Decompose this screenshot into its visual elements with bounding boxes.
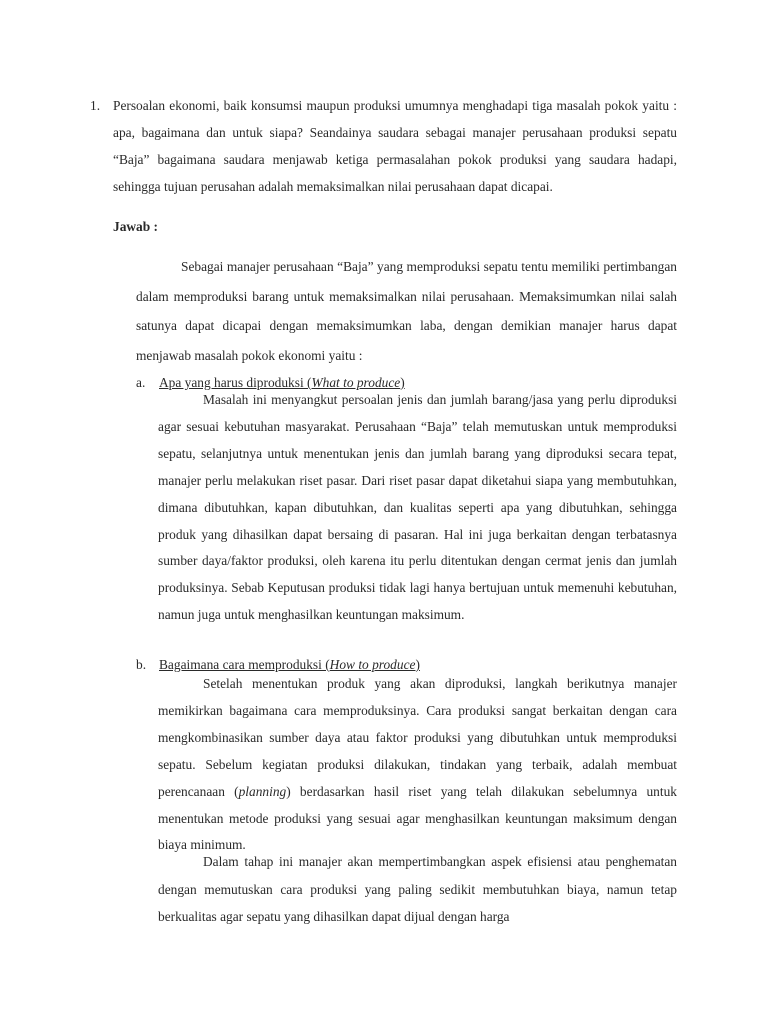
- section-a-paragraph: Masalah ini menyangkut persoalan jenis dan jumlah barang/jasa yang perlu diproduksi agar sesuai kebutuhan masyarakat. Perusahaan “Baja” telah memutuskan untuk memproduksi sepatu, selanjutnya untuk menentukan jenis dan jumlah barang yang diproduksi secara tepat, manajer perlu melakukan riset pasar. Dari riset pasar dapat diketahui siapa yang membutuhkan, dimana dibutuhkan, kapan dibutuhkan, dan kualitas seperti apa yang dibutuhkan, sehingga produk yang dihasilkan dapat bersaing di pasaran. Hal ini juga berkaitan dengan terbatasnya sumber daya/faktor produksi, oleh karena itu perlu ditentukan dengan cermat jenis dan jumlah produksinya. Sebab Keputusan produksi tidak lagi hanya bertujuan untuk memenuhi kebutuhan, namun juga untuk menghasilkan keuntungan maksimum.: [158, 392, 677, 623]
- section-b-paragraph-1-text-end: ) berdasarkan hasil riset yang telah dilakukan sebelumnya untuk menentukan metode produksi yang sesuai agar menghasilkan keuntungan maksimum dengan biaya minimum.: [158, 783, 677, 853]
- section-a-title-close: ): [400, 375, 405, 390]
- section-a-title-italic: What to produce: [311, 375, 401, 390]
- question-text: Persoalan ekonomi, baik konsumsi maupun produksi umumnya menghadapi tiga masalah pokok yaitu : apa, bagaimana dan untuk siapa? Seandainya saudara sebagai manajer perusahaan produksi sepatu “Baja” bagaimana saudara menjawab ketiga permasalahan pokok produksi yang saudara hadapi, sehingga tujuan perusahan adalah memaksimalkan nilai perusahaan dapat dicapai.: [113, 98, 677, 194]
- section-b-title-italic: How to produce: [329, 657, 416, 672]
- section-b-paragraph-1: [158, 671, 677, 859]
- section-b-paragraph-1-italic: planning: [238, 783, 287, 799]
- section-b-paragraph-1-text: Setelah menentukan produk yang akan diproduksi, langkah berikutnya manajer memikirkan bagaimana cara memproduksinya. Cara produksi sangat berkaitan dengan cara mengkombinasikan sumber daya atau faktor produksi yang dibutuhkan untuk memproduksi sepatu. Sebelum kegiatan produksi dilakukan, tindakan yang terbaik, adalah membuat perencanaan (: [158, 676, 677, 799]
- answer-label: Jawab :: [113, 219, 159, 234]
- section-a-title-text: Apa yang harus diproduksi (: [159, 375, 312, 390]
- section-b-letter: b.: [136, 657, 147, 672]
- section-b-paragraph-2: Dalam tahap ini manajer akan mempertimbangkan aspek efisiensi atau penghematan dengan memutuskan cara produksi yang paling sedikit membutuhkan biaya, namun tetap berkualitas agar sepatu yang dihasilkan dapat dijual dengan harga: [158, 854, 677, 924]
- question-number: 1.: [90, 98, 101, 113]
- section-b-title-close: ): [415, 657, 420, 672]
- answer-intro: Sebagai manajer perusahaan “Baja” yang memproduksi sepatu tentu memiliki pertimbangan dalam memproduksi barang untuk memaksimalkan nilai perusahaan. Memaksimumkan nilai salah satunya dapat dicapai dengan memaksimumkan laba, dengan demikian manajer harus dapat menjawab masalah pokok ekonomi yaitu :: [136, 259, 677, 363]
- section-b-title: [136, 657, 420, 672]
- section-b-title-text: Bagaimana cara memproduksi (: [159, 657, 330, 672]
- section-a-letter: a.: [136, 375, 146, 390]
